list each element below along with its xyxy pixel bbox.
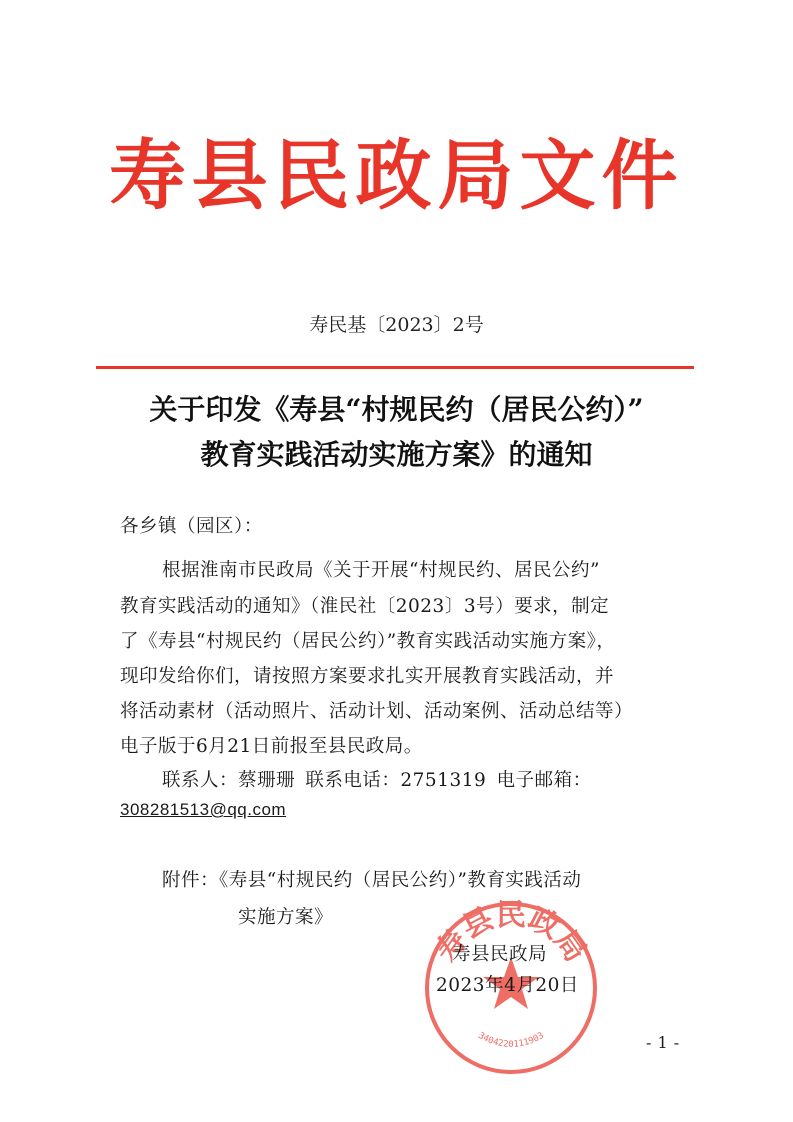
issuer-name: 寿县民政局 — [452, 944, 548, 965]
attachment-line-1: 附件：《寿县“村规民约（居民公约）”教育实践活动 — [162, 870, 582, 891]
paragraph-line: 教育实践活动的通知》（淮民社〔2023〕3号）要求，制定 — [120, 596, 610, 617]
email-link[interactable]: 308281513@qq.com — [120, 800, 287, 819]
salutation: 各乡镇（园区）： — [120, 516, 263, 537]
attachment-line-2: 实施方案》 — [238, 907, 334, 928]
document-header-title: 寿县民政局文件 — [109, 131, 684, 220]
paragraph-line: 了《寿县“村规民约（居民公约）”教育实践活动实施方案》， — [120, 631, 616, 652]
contact-info: 联系人：蔡珊珊 联系电话：2751319 电子邮箱： — [162, 770, 592, 791]
document-title-line-2: 教育实践活动实施方案》的通知 — [200, 438, 593, 471]
seal-text: 寿县民政局 — [428, 898, 594, 969]
issue-date: 2023年4月20日 — [436, 975, 579, 996]
paragraph-line: 电子版于6月21日前报至县民政局。 — [120, 736, 423, 757]
paragraph-line: 现印发给你们，请按照方案要求扎实开展教育实践活动，并 — [120, 666, 615, 687]
page-number: - 1 - — [646, 1033, 680, 1052]
paragraph-line: 根据淮南市民政局《关于开展“村规民约、居民公约” — [162, 560, 600, 581]
red-divider-line — [96, 366, 694, 369]
seal-code: 3404220111903 — [476, 1030, 546, 1050]
document-title-line-1: 关于印发《寿县“村规民约（居民公约）” — [149, 393, 644, 426]
svg-text:3404220111903 — [476, 1031, 546, 1050]
document-number: 寿民基〔2023〕2号 — [309, 314, 484, 336]
paragraph-line: 将活动素材（活动照片、活动计划、活动案例、活动总结等） — [120, 701, 634, 722]
